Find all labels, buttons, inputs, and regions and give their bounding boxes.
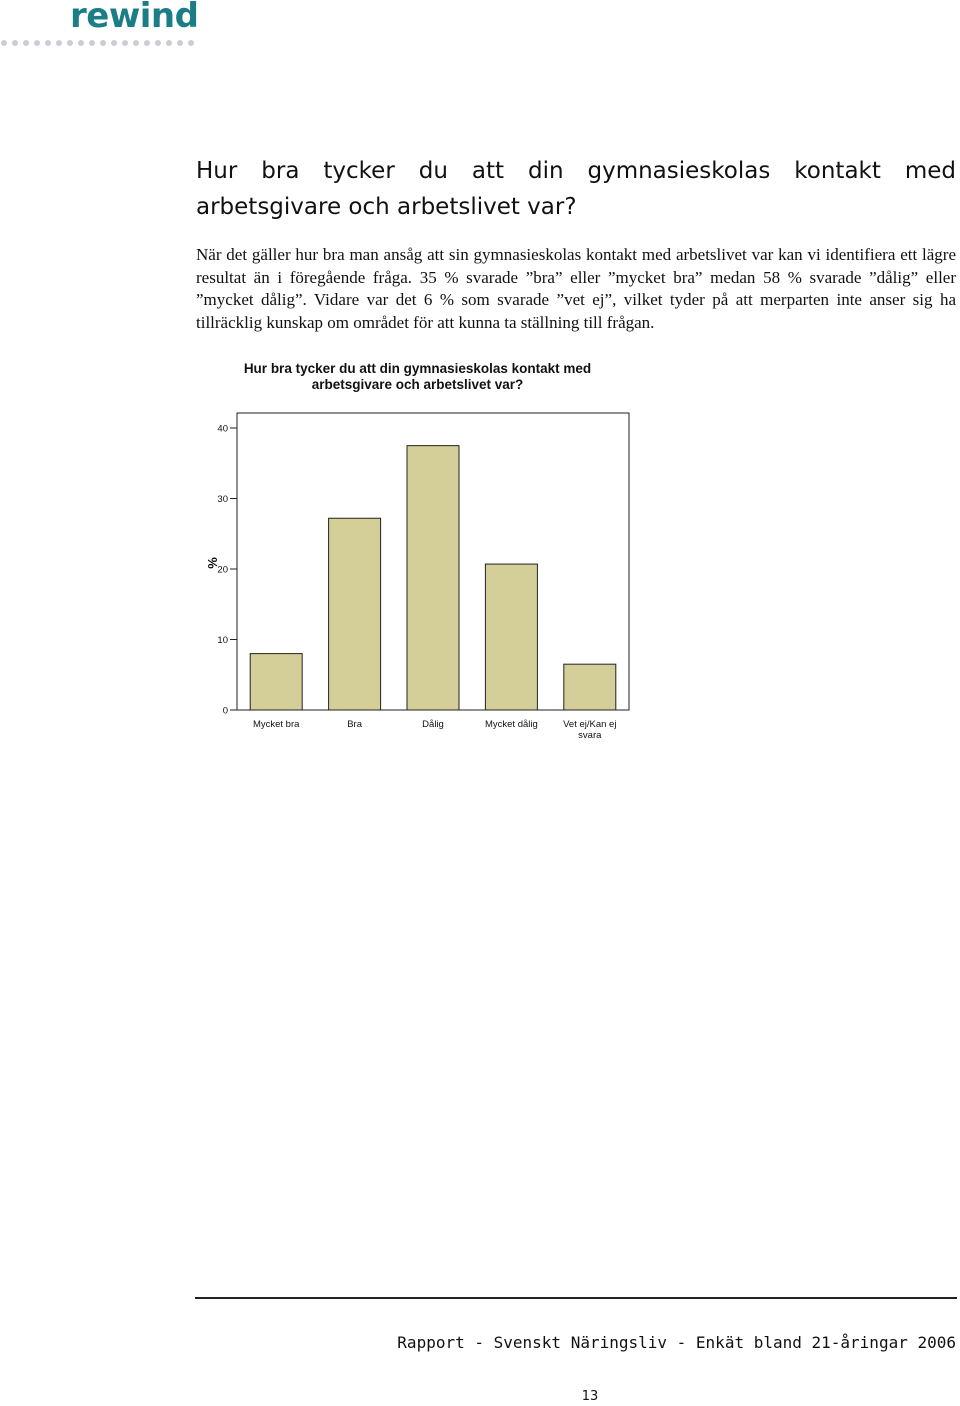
logo-dot xyxy=(111,40,117,46)
rewind-logo: rewind xyxy=(70,0,199,36)
chart-title: Hur bra tycker du att din gymnasieskolas kontakt med arbetsgivare och arbetslivet var? xyxy=(243,361,592,392)
page-number: 13 xyxy=(581,1389,599,1404)
y-tick-label: 30 xyxy=(217,494,228,505)
y-tick-label: 10 xyxy=(217,635,228,646)
paragraph-text-2: % svarade ”bra” eller ”mycket bra” medan xyxy=(436,267,764,287)
logo-dot xyxy=(89,40,95,46)
logo-dot xyxy=(188,40,194,46)
bar-0 xyxy=(250,654,302,710)
section-heading: Hur bra tycker du att din gymnasieskolas kontakt med arbetsgivare och arbetslivet var? xyxy=(196,158,956,220)
footer-rule xyxy=(195,1297,957,1299)
y-tick-label: 20 xyxy=(217,564,228,576)
y-tick-label: 40 xyxy=(217,423,228,435)
logo-dot xyxy=(67,40,73,46)
logo-dot xyxy=(45,40,51,46)
logo-dots-decoration xyxy=(0,38,200,48)
report-footer: Rapport - Svenskt Näringsliv - Enkät bland 21-åringar 2006 xyxy=(397,1333,956,1352)
value-vet-ej-share: 6 xyxy=(423,290,433,309)
logo-dot xyxy=(122,40,128,46)
logo-dot xyxy=(56,40,62,46)
logo-dot xyxy=(155,40,161,46)
value-bra-share: 35 xyxy=(419,267,437,287)
x-tick-label: Mycket dålig xyxy=(484,719,538,730)
logo-dot xyxy=(23,40,29,46)
body-paragraph xyxy=(196,244,956,334)
logo-dot xyxy=(34,40,40,46)
logo-dot xyxy=(1,40,7,46)
bar-4 xyxy=(564,664,616,710)
y-axis-label: % xyxy=(205,557,220,569)
logo-dot xyxy=(144,40,150,46)
paragraph-text-4: % som svarade ”vet ej”, vilket tyder på att merparten inte anser sig ha tillräcklig kunskap om området för att kunna ta ställning till frågan. xyxy=(196,290,956,332)
x-tick-label: Bra xyxy=(347,719,362,730)
logo-dot xyxy=(166,40,172,46)
logo-dot xyxy=(133,40,139,46)
bar-3 xyxy=(485,564,537,710)
paragraph-text-1: När det gäller hur bra man ansåg att sin gymnasieskolas kontakt med arbetslivet var kan vi identifiera ett lägre resultat än i föregående fråga. xyxy=(196,245,956,287)
x-tick-label: svara xyxy=(578,730,602,741)
x-tick-label: Mycket bra xyxy=(252,719,300,730)
logo-dot xyxy=(177,40,183,46)
x-tick-label: Dålig xyxy=(422,719,444,730)
bar-1 xyxy=(329,518,381,710)
bar-chart xyxy=(195,405,645,745)
bar-2 xyxy=(407,446,459,710)
value-dalig-share: 58 xyxy=(763,267,781,287)
paragraph-text-3: % svarade ”dålig” eller ”mycket dålig”. Vidare var det xyxy=(196,267,957,309)
y-tick-label: 0 xyxy=(222,705,228,717)
logo-dot xyxy=(100,40,106,46)
logo-dot xyxy=(12,40,18,46)
x-tick-label: Vet ej/Kan ej xyxy=(563,719,617,730)
logo-dot xyxy=(78,40,84,46)
